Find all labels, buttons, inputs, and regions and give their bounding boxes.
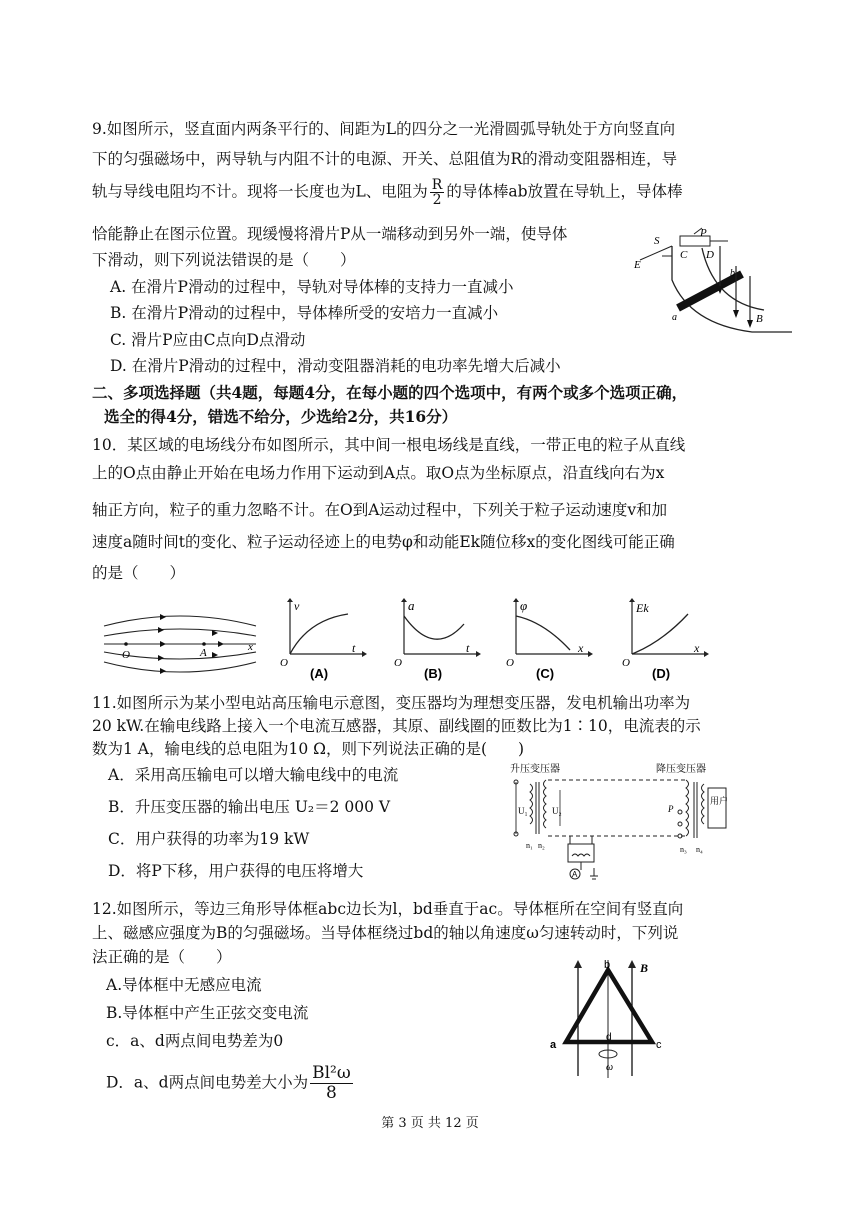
q9-option-b: B. 在滑片P滑动的过程中，导体棒所受的安培力一直减小 <box>110 304 499 322</box>
q12-option-a: A.导体框中无感应电流 <box>106 976 262 994</box>
q12-option-d: D．a、d两点间电势差大小为 $\frac{\text{Bl²ω}}{8}$ <box>106 1063 351 1103</box>
fig9-label-s: S <box>654 235 660 247</box>
q12-line3: 法正确的是（ ） <box>92 948 232 966</box>
svg-text:a: a <box>550 1039 557 1051</box>
q10-line4: 速度a随时间t的变化、粒子运动径迹上的电势φ和动能Ek随位移x的变化图线可能正确 <box>92 533 675 551</box>
fig9-label-c: C <box>680 249 688 261</box>
q9-option-a: A. 在滑片P滑动的过程中，导轨对导体棒的支持力一直减小 <box>110 278 514 296</box>
svg-text:x: x <box>694 641 700 655</box>
svg-text:U₁: U₁ <box>518 806 528 816</box>
q11-option-b: B．升压变压器的输出电压 U₂＝2 000 V <box>108 798 391 816</box>
field-label-a: A <box>200 647 207 659</box>
q11-line2: 20 kW.在输电线路上接入一个电流互感器，其原、副线圈的匝数比为1∶10，电流表的示 <box>92 717 701 735</box>
field-label-x: x <box>248 641 253 653</box>
q10-line2: 上的O点由静止开始在电场力作用下运动到A点。取O点为坐标原点，沿直线向右为x <box>92 464 665 482</box>
q11-option-d: D．将P下移，用户获得的电压将增大 <box>108 862 364 880</box>
q10-graph-b <box>392 598 482 682</box>
fig11-step-down-label: 降压变压器 <box>656 764 706 775</box>
q10-graph-d <box>620 598 710 682</box>
fig9-label-p: P <box>700 227 707 239</box>
svg-text:t: t <box>466 641 470 655</box>
q12-option-b: B.导体框中产生正弦交变电流 <box>106 1004 309 1022</box>
svg-text:n₃: n₃ <box>680 845 687 854</box>
svg-text:A: A <box>572 870 578 879</box>
fig9-label-e: E <box>634 259 641 271</box>
bl2w-over-8-fraction: $\frac{\text{Bl²ω}}{8}$ <box>312 1063 351 1103</box>
q10-line5: 的是（ ） <box>92 564 186 582</box>
q12-line2: 上、磁感应强度为B的匀强磁场。当导体框绕过bd的轴以角速度ω匀速转动时，下列说 <box>92 924 679 942</box>
fig9-label-field-b: B <box>756 313 763 325</box>
q9-line3: 轨与导线电阻均不计。现将一长度也为L、电阻为 $\frac{R}{2}$ 的导体棒ab放置在导轨上，导体棒 <box>92 177 683 208</box>
q11-option-a: A．采用高压输电可以增大输电线中的电流 <box>108 766 399 784</box>
fig9-label-d: D <box>706 249 714 261</box>
q9-option-d: D. 在滑片P滑动的过程中，滑动变阻器消耗的电功率先增大后减小 <box>110 357 561 375</box>
q9-line2: 下的匀强磁场中，两导轨与内阻不计的电源、开关、总阻值为R的滑动变阻器相连，导 <box>92 150 678 168</box>
svg-text:n₁: n₁ <box>526 841 533 850</box>
q10-graph-c <box>504 598 594 682</box>
q11-line3: 数为1 A，输电线的总电阻为10 Ω，则下列说法正确的是( ) <box>92 740 525 758</box>
section2-heading-line1: 二、多项选择题（共4题，每题4分，在每小题的四个选项中，有两个或多个选项正确， <box>92 383 688 402</box>
q10-field-lines-figure <box>100 604 260 686</box>
field-label-o: O <box>122 649 130 661</box>
svg-text:φ: φ <box>520 598 528 613</box>
q9-line5: 下滑动，则下列说法错误的是（ ） <box>92 251 356 269</box>
graph-c-label: (C) <box>536 666 555 681</box>
q11-transmission-figure <box>508 760 728 884</box>
section2-heading-line2: 选全的得4分，错选不给分，少选给2分，共16分） <box>104 407 458 426</box>
graph-d-label: (D) <box>652 666 671 681</box>
r-over-2-fraction: $\frac{R}{2}$ <box>431 177 443 208</box>
svg-text:ω: ω <box>606 1062 614 1073</box>
svg-text:a: a <box>408 598 415 613</box>
q12-line1: 12.如图所示，等边三角形导体框abc边长为l，bd垂直于ac。导体框所在空间有竖直向 <box>92 900 684 918</box>
q11-line1: 11.如图所示为某小型电站高压输电示意图，变压器均为理想变压器，发电机输出功率为 <box>92 694 691 712</box>
svg-text:O: O <box>506 657 514 669</box>
svg-text:d: d <box>606 1032 612 1043</box>
q11-option-c: C．用户获得的功率为19 kW <box>108 830 310 848</box>
svg-text:x: x <box>578 641 584 655</box>
svg-text:n₄: n₄ <box>696 845 703 854</box>
svg-text:b: b <box>604 959 611 971</box>
svg-text:B: B <box>640 961 649 975</box>
q9-option-c: C. 滑片P应由C点向D点滑动 <box>110 331 306 349</box>
svg-text:O: O <box>622 657 630 669</box>
q12-triangle-figure <box>548 958 678 1082</box>
svg-text:P: P <box>668 804 674 814</box>
q10-line1: 10．某区域的电场线分布如图所示，其中间一根电场线是直线，一带正电的粒子从直线 <box>92 436 686 454</box>
q10-graph-a <box>278 598 368 682</box>
svg-text:v: v <box>294 599 300 613</box>
svg-text:Ek: Ek <box>636 601 649 615</box>
svg-text:U₂: U₂ <box>552 806 562 816</box>
svg-text:c: c <box>656 1039 662 1051</box>
q9-line1: 9.如图所示，竖直面内两条平行的、间距为L的四分之一光滑圆弧导轨处于方向竖直向 <box>92 120 676 138</box>
fig11-step-up-label: 升压变压器 <box>510 764 560 775</box>
svg-text:O: O <box>394 657 402 669</box>
q9-figure <box>632 226 792 344</box>
q9-line4: 恰能静止在图示位置。现缓慢将滑片P从一端移动到另外一端，使导体 <box>92 225 568 243</box>
svg-text:t: t <box>352 641 356 655</box>
fig9-label-b: b <box>730 268 735 279</box>
graph-b-label: (B) <box>424 666 443 681</box>
svg-text:n₂: n₂ <box>538 841 545 850</box>
fig11-user-label: 用户 <box>710 797 728 807</box>
q10-line3: 轴正方向，粒子的重力忽略不计。在O到A运动过程中，下列关于粒子运动速度v和加 <box>92 501 668 519</box>
fig9-label-a: a <box>672 312 677 323</box>
graph-a-label: (A) <box>310 666 329 681</box>
page-footer: 第 3 页 共 12 页 <box>381 1116 479 1131</box>
q12-option-c: c．a、d两点间电势差为0 <box>106 1032 284 1050</box>
svg-text:O: O <box>280 657 288 669</box>
